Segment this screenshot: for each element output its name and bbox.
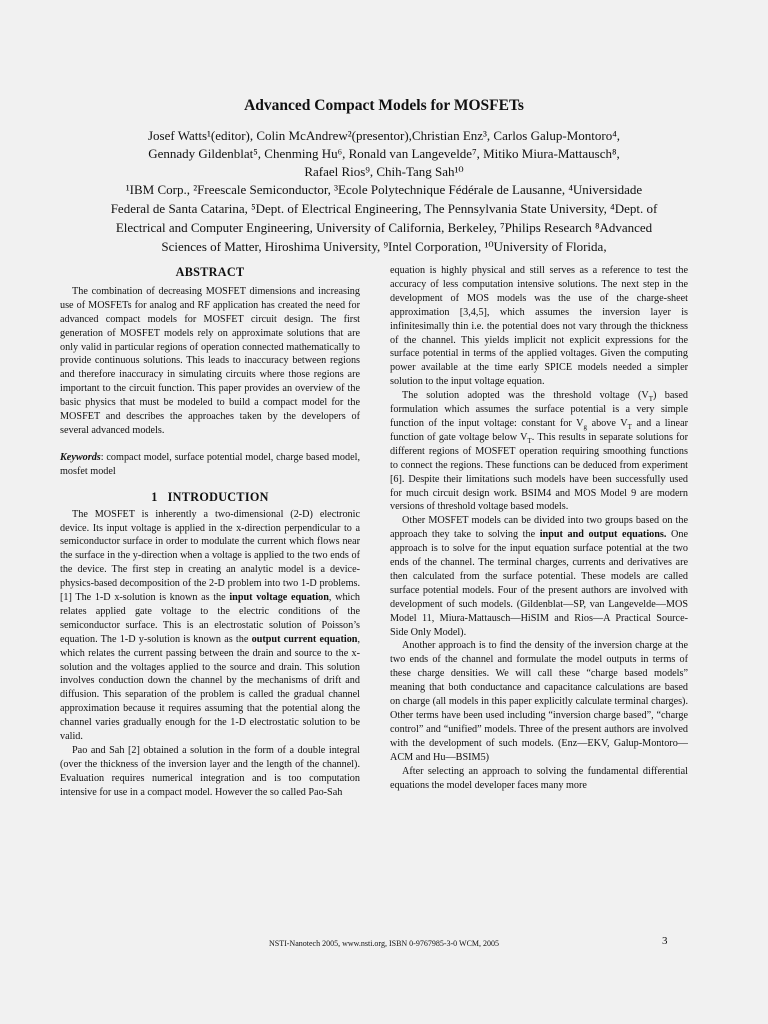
intro-paragraph-2: Pao and Sah [2] obtained a solution in the form of a double integral (over the thickness of the inversion layer and the length of the channel). Evaluation requires numerical integration and is too computation intensive for use in a compact model. However the so called Pao-Sah — [60, 745, 360, 798]
affiliation-line: Sciences of Matter, Hiroshima University, ⁹Intel Corporation, ¹⁰University of Florida, — [161, 239, 607, 254]
keywords — [60, 451, 360, 479]
affiliation-line: ¹IBM Corp., ²Freescale Semiconductor, ³Ecole Polytechnique Fédérale de Lausanne, ⁴Universidade — [125, 182, 643, 197]
section-title: INTRODUCTION — [167, 489, 269, 504]
text-run: The MOSFET is inherently a two-dimensional (2-D) electronic device. Its input voltage is applied in the x-direction perpendicular to a semiconductor surface in order to modulate the current which flows near the surface in the y-direction when a voltage is applied to the two ends of the device. The first step in creating an analytic model is a device-physics-based decomposition of the 2-D problem into two 1-D problems. [1] The 1-D x-solution is known as the — [60, 508, 360, 604]
introduction-heading — [60, 491, 360, 505]
keywords-label: Keywords — [60, 451, 101, 463]
author-line: Rafael Rios⁹, Chih-Tang Sah¹⁰ — [304, 164, 464, 180]
bold-term: input voltage equation — [229, 592, 329, 604]
subscript: T — [627, 423, 632, 431]
left-column — [60, 266, 360, 800]
affiliation-list — [60, 180, 708, 256]
author-list — [60, 127, 708, 182]
paper-title: Advanced Compact Models for MOSFETs — [244, 97, 524, 114]
affiliation-line: Electrical and Computer Engineering, University of California, Berkeley, ⁷Philips Research ⁸Advanced — [115, 220, 653, 235]
text-run: , which relates the current passing between the drain and source to the x-solution and the voltages applied to the source and drain. This solution involves conduction down the channel by the mechanisms of drift and diffusion. This separation of the problem is called the gradual channel approximation because it requires assuming that the potential along the channel varies gradually enough for the 1-D electrostatic solution to be valid. — [60, 633, 360, 743]
text-run: One approach is to solve for the input equation surface potential at the two ends of the channel. The terminal charges, currents and derivatives are then calculated from the surface potential. These models are called surface potential models. Four of the present authors are involved with development of such models. (Gildenblat—SP, van Langevelde—MOS Model 11, Miura-Mattausch—HiSIM and Rios—A Practical Source-Side Only Model). — [390, 529, 688, 638]
abstract-text: The combination of decreasing MOSFET dimensions and increasing use of MOSFETs for analog and RF application has created the need for advanced compact models for MOSFET circuit design. The first generation of MOSFET models rely on approximate solutions that are only valid in particular regions of operation connected mathematically to provide continuous solutions. This leads to inaccuracy between regions and therefore inaccuracy in simulating circuits where those regions are important to the circuit function. This paper provides an overview of the basic physics that must be modeled to build a compact model for the MOSFET and describes the approaches taken by the developers of several advanced models. — [60, 285, 360, 436]
text-run: and a linear function of gate voltage below V — [390, 417, 688, 443]
author-line: Josef Watts¹(editor), Colin McAndrew²(presentor),Christian Enz³, Carlos Galup-Montoro⁴, — [147, 128, 620, 143]
right-paragraph-3 — [390, 514, 688, 639]
text-run: ) based formulation which assumes the surface potential is a very simple function of the input voltage: constant for V — [390, 390, 688, 429]
page-footer: NSTI-Nanotech 2005, www.nsti.org, ISBN 0-9767985-3-0 WCM, 2005 — [268, 939, 500, 948]
bold-term: input and output equations. — [539, 529, 667, 541]
right-paragraph-2 — [390, 389, 688, 514]
text-run: above V — [587, 417, 628, 429]
section-number: 1 — [151, 489, 158, 504]
right-paragraph-1: equation is highly physical and still serves as a reference to test the accuracy of less computation intensive solutions. The next step in the development of MOS models was the use of the charge-sheet approximation [3,4,5], which assumes the inversion layer is infinitesimally thin i.e. the potential does not vary through the thickness of the channel. This yields implicit not explicit expressions for the surface potential in terms of the applied voltages. Given the computing power available at the time early SPICE models needed a simpler solution to the input voltage equation. — [390, 265, 688, 388]
text-run: . This results in separate solutions for different regions of MOSFET operation requiring smoothing functions to connect the regions. These functions can be deduced from experiment [6]. Despite their limitations such models have been successfully used for much circuit design work. BSIM4 and MOS Model 9 are modern versions of threshold voltage based models. — [390, 431, 688, 513]
abstract-heading: ABSTRACT — [175, 265, 245, 279]
subscript: g — [583, 423, 588, 431]
right-paragraph-5: After selecting an approach to solving the fundamental differential equations the model developer faces many more — [390, 765, 688, 791]
page-number: 3 — [662, 935, 668, 947]
subscript: T — [527, 436, 532, 445]
text-run: , which relates applied gate voltage to the electric conditions of the semiconductor surface. This is an electrostatic solution of Poisson’s equation. The 1-D y-solution is known as the — [60, 592, 360, 645]
author-line: Gennady Gildenblat⁵, Chenming Hu⁶, Ronald van Langevelde⁷, Mitiko Miura-Mattausch⁸, — [148, 146, 620, 162]
keywords-text: : compact model, surface potential model, charge based model, mosfet model — [60, 451, 360, 477]
bold-term: output current equation — [251, 633, 358, 645]
text-run: Other MOSFET models can be divided into two groups based on the approach they take to solving the — [390, 515, 688, 541]
subscript: T — [648, 395, 653, 404]
text-run: The solution adopted was the threshold voltage (V — [402, 390, 649, 402]
right-paragraph-4: Another approach is to find the density of the inversion charge at the two ends of the channel and formulate the model outputs in terms of these charge densities. We will call these “charge based models” meaning that both conductance and capacitance calculations are based on charge (all models in this paper explicitly calculate terminal charges). Other terms have been used including “inversion charge based”, “charge control” and “unified” models. Three of the present authors are involved with the development of such models. (Enz—EKV, Galup-Montoro—ACM and Hu—BSIM5) — [390, 640, 688, 763]
right-column — [390, 264, 688, 792]
affiliation-line: Federal de Santa Catarina, ⁵Dept. of Electrical Engineering, The Pennsylvania State University, ⁴Dept. of — [110, 201, 658, 216]
keywords-paragraph — [60, 451, 360, 479]
intro-paragraph-1 — [60, 508, 360, 744]
